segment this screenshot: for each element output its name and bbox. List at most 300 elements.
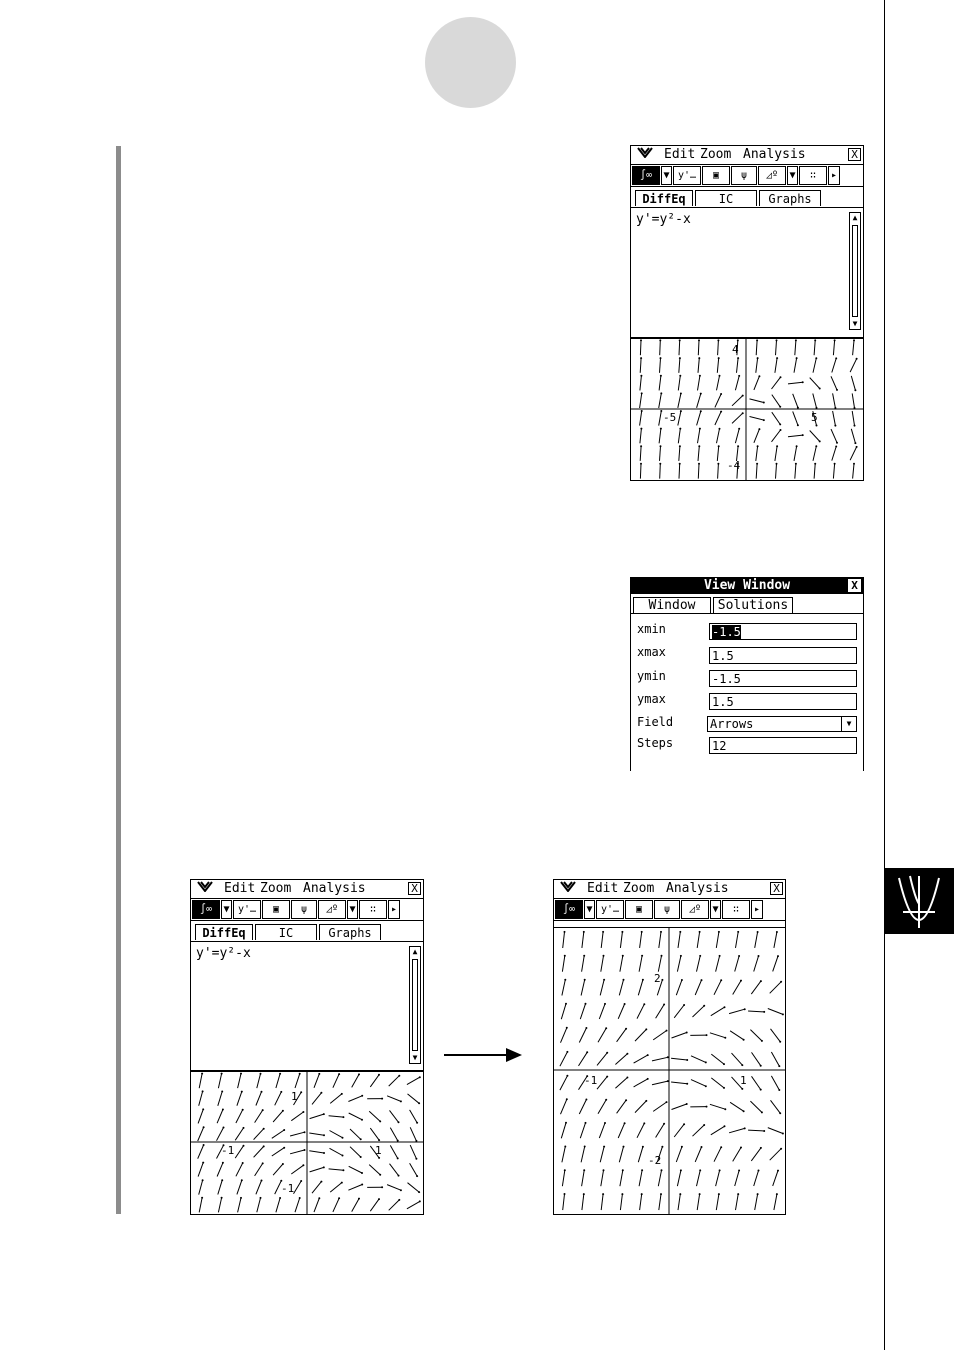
slope-arrow — [852, 411, 854, 426]
arrow-head — [756, 463, 758, 465]
slope-arrow — [717, 446, 718, 461]
slope-arrow — [582, 956, 585, 972]
arrow-head — [699, 375, 701, 377]
menu-bar — [554, 880, 785, 899]
arrow-head — [381, 1098, 383, 1100]
arrow-head — [300, 1091, 302, 1093]
arrow-head — [583, 955, 585, 957]
arrow-head — [777, 1170, 779, 1172]
arrow-head — [320, 1092, 322, 1094]
toolbar-button-6[interactable]: ∷ — [359, 900, 387, 919]
arrow-head — [318, 1197, 320, 1199]
slope-arrow — [581, 1147, 585, 1163]
arrow-head — [416, 1175, 418, 1177]
arrow-head — [606, 1052, 608, 1054]
slope-arrow — [735, 1171, 739, 1187]
arrow-head — [603, 1146, 605, 1148]
arrow-head — [645, 1100, 647, 1102]
arrow-head — [760, 1089, 762, 1091]
arrow-head — [379, 1174, 381, 1176]
toolbar-button-3[interactable]: ▣ — [262, 900, 290, 919]
arrow-head — [776, 931, 778, 933]
field-label: Field — [637, 715, 674, 729]
slope-arrow — [672, 1033, 687, 1039]
arrow-head — [723, 1087, 725, 1089]
toolbar-button-2[interactable]: y'… — [596, 900, 624, 919]
arrow-head — [815, 357, 817, 359]
steps-field[interactable]: 12 — [709, 737, 857, 754]
arrow-head — [776, 1193, 778, 1195]
arrow-head — [282, 1163, 284, 1165]
slope-arrow — [561, 1028, 567, 1043]
arrow-head — [397, 1157, 399, 1159]
dropdown-arrow-icon[interactable]: ▼ — [787, 166, 798, 185]
arrow-head — [663, 1004, 665, 1006]
arrow-head — [342, 1169, 344, 1171]
slope-arrow — [698, 340, 699, 355]
menu-zoom[interactable]: Zoom — [700, 147, 732, 162]
slope-arrow — [408, 1094, 420, 1103]
toolbar-button-4[interactable]: ψ — [291, 900, 317, 919]
menu-v-icon[interactable] — [637, 146, 653, 164]
slope-arrow — [387, 1185, 401, 1191]
slope-arrow — [770, 982, 781, 994]
arrow-head — [719, 428, 721, 430]
scroll-thumb[interactable] — [852, 225, 858, 317]
xmax-field[interactable]: 1.5 — [709, 647, 857, 664]
menu-zoom[interactable]: Zoom — [260, 881, 292, 896]
arrow-head — [703, 1005, 705, 1007]
arrow-head — [566, 1075, 568, 1077]
dropdown-arrow-icon[interactable]: ▼ — [221, 900, 232, 919]
arrow-head — [585, 1122, 587, 1124]
close-button[interactable]: X — [848, 148, 861, 161]
arrow-head — [780, 376, 782, 378]
arrow-head — [564, 1169, 566, 1171]
dialog-title-bar — [631, 578, 863, 594]
slope-arrow — [598, 1028, 606, 1042]
equation-editor[interactable] — [631, 208, 863, 334]
menu-edit[interactable]: Edit — [664, 147, 696, 162]
arrow-head — [761, 1040, 763, 1042]
toolbar-button-1[interactable]: ∫∞ — [192, 900, 220, 919]
arrow-head — [604, 1122, 606, 1124]
axis-label-bottom: -2 — [648, 1154, 662, 1167]
arrow-head — [699, 428, 701, 430]
arrow-head — [795, 463, 797, 465]
tab-diffeq[interactable]: DiffEq — [635, 190, 693, 206]
arrow-head — [304, 1131, 306, 1133]
slope-arrow — [794, 446, 797, 461]
arrow-head — [720, 393, 722, 395]
close-button[interactable]: X — [770, 882, 783, 895]
arrow-head — [626, 1053, 628, 1055]
arrow-head — [564, 1146, 566, 1148]
slope-arrow — [276, 1074, 280, 1088]
slope-arrow — [272, 1148, 284, 1156]
slope-arrow — [620, 1194, 622, 1210]
slope-arrow — [715, 394, 721, 407]
arrow-head — [302, 1164, 304, 1166]
arrow-head — [299, 1073, 301, 1075]
arrow-head — [279, 1197, 281, 1199]
axis-label-left: -1 — [584, 1074, 598, 1087]
arrow-head — [741, 1064, 743, 1066]
slope-arrow — [736, 932, 739, 948]
slope-arrow — [810, 431, 820, 442]
slope-arrow — [563, 932, 565, 948]
arrow-head — [641, 931, 643, 933]
arrow-head — [720, 1146, 722, 1148]
slope-arrow — [697, 956, 701, 972]
equation-editor[interactable] — [191, 942, 423, 1068]
menu-edit[interactable]: Edit — [587, 881, 619, 896]
arrow-head — [802, 381, 804, 383]
toolbar-button-6[interactable]: ∷ — [799, 166, 827, 185]
slope-arrow — [601, 932, 603, 948]
arrow-head — [564, 955, 566, 957]
field-select[interactable] — [707, 716, 857, 732]
chapter-circle — [425, 17, 516, 108]
menu-zoom[interactable]: Zoom — [623, 881, 655, 896]
arrow-head — [261, 1180, 263, 1182]
slope-arrow — [772, 430, 781, 442]
tab-graphs[interactable]: Graphs — [319, 924, 381, 940]
arrow-head — [640, 339, 642, 341]
toolbar-button-3[interactable]: ▣ — [625, 900, 653, 919]
axis-label-bottom: -1 — [281, 1182, 295, 1195]
menu-v-icon[interactable] — [197, 880, 213, 898]
arrow-head — [585, 1099, 587, 1101]
dialog-close-button[interactable]: X — [848, 579, 861, 592]
tab-solutions[interactable]: Solutions — [713, 597, 793, 613]
slope-arrow — [369, 1165, 380, 1175]
slope-arrow — [370, 1075, 379, 1087]
arrow-head — [418, 1102, 420, 1104]
slope-field-graph-2[interactable] — [191, 1070, 423, 1216]
slope-arrow — [853, 464, 854, 479]
arrow-head — [660, 1193, 662, 1195]
toolbar-button-2[interactable]: y'… — [233, 900, 261, 919]
arrow-head — [815, 445, 817, 447]
slope-arrow — [310, 1114, 324, 1119]
toolbar-button-4[interactable]: ψ — [654, 900, 680, 919]
arrow-head — [361, 1172, 363, 1174]
scroll-thumb[interactable] — [412, 959, 418, 1051]
slope-arrow — [730, 1102, 744, 1111]
slope-arrow — [561, 1004, 566, 1020]
slope-field-graph-3[interactable] — [554, 927, 785, 1215]
slope-arrow — [350, 1147, 361, 1157]
arrow-head — [779, 406, 781, 408]
toolbar — [191, 899, 423, 921]
arrow-head — [758, 1170, 760, 1172]
scrollbar[interactable] — [849, 212, 861, 330]
slope-field-graph-1[interactable] — [631, 337, 863, 482]
menu-edit[interactable]: Edit — [224, 881, 256, 896]
slope-arrow — [619, 1147, 623, 1163]
more-button[interactable]: ▸ — [828, 166, 840, 185]
arrow-head — [686, 1032, 688, 1034]
slope-arrow — [198, 1145, 204, 1159]
slope-arrow — [561, 1099, 567, 1114]
arrow-head — [361, 1119, 363, 1121]
toolbar-button-5[interactable]: ◿º — [758, 166, 786, 185]
toolbar — [554, 899, 785, 921]
slope-arrow — [237, 1180, 242, 1194]
arrow-head — [679, 357, 681, 359]
arrow-head — [686, 1083, 688, 1085]
slope-arrow — [754, 1171, 759, 1187]
slope-arrow — [579, 1052, 588, 1066]
chevron-down-icon[interactable]: ▼ — [841, 717, 856, 731]
toolbar-button-5[interactable]: ◿º — [681, 900, 709, 919]
slope-arrow — [312, 1093, 321, 1105]
slope-arrow — [776, 464, 777, 479]
arrow-head — [243, 1127, 245, 1129]
arrow-head — [584, 979, 586, 981]
arrow-head — [705, 1061, 707, 1063]
slope-arrow — [772, 395, 780, 407]
arrow-head — [640, 357, 642, 359]
field-select-value: Arrows — [710, 717, 754, 731]
arrow-head — [566, 1051, 568, 1053]
arrow-head — [679, 445, 681, 447]
slope-arrow — [795, 464, 796, 479]
slope-arrow — [659, 393, 662, 408]
tab-ic[interactable]: IC — [695, 190, 757, 206]
arrow-head — [564, 931, 566, 933]
slope-arrow — [851, 429, 855, 443]
axis-label-bottom: -4 — [727, 459, 741, 472]
toolbar-button-2[interactable]: y'… — [673, 166, 701, 185]
slope-arrow — [697, 394, 701, 408]
slope-arrow — [737, 358, 739, 373]
arrow-head — [240, 1197, 242, 1199]
axis-label-right: 1 — [740, 1074, 747, 1087]
scroll-up-icon[interactable]: ▲ — [412, 947, 418, 956]
dropdown-arrow-icon[interactable]: ▼ — [710, 900, 721, 919]
arrow-head — [624, 1122, 626, 1124]
menu-analysis[interactable]: Analysis — [303, 881, 366, 896]
slope-arrow — [349, 1166, 362, 1173]
scroll-down-icon[interactable]: ▼ — [852, 319, 858, 328]
toolbar-button-3[interactable]: ▣ — [702, 166, 730, 185]
slope-arrow — [755, 932, 758, 948]
arrow-head — [744, 1127, 746, 1129]
slope-arrow — [597, 1053, 607, 1066]
scroll-up-icon[interactable]: ▲ — [852, 213, 858, 222]
slope-arrow — [273, 1111, 283, 1122]
slope-arrow — [660, 340, 661, 355]
arrow-head — [836, 389, 838, 391]
slope-arrow — [199, 1091, 203, 1105]
slope-arrow — [659, 932, 661, 948]
arrow-head — [816, 425, 818, 427]
slope-arrow — [582, 932, 584, 948]
arrow-head — [640, 428, 642, 430]
slope-arrow — [814, 464, 815, 479]
slope-arrow — [732, 396, 743, 406]
tab-bar — [631, 189, 863, 208]
slope-arrow — [634, 1055, 648, 1063]
dropdown-arrow-icon[interactable]: ▼ — [347, 900, 358, 919]
slope-arrow — [697, 1170, 701, 1186]
slope-arrow — [831, 429, 837, 443]
arrow-head — [740, 1147, 742, 1149]
arrow-head — [776, 357, 778, 359]
arrow-head — [641, 392, 643, 394]
tab-graphs[interactable]: Graphs — [759, 190, 821, 206]
arrow-head — [778, 1089, 780, 1091]
slope-arrow — [754, 429, 760, 443]
arrow-head — [679, 463, 681, 465]
toolbar-button-1[interactable]: ∫∞ — [555, 900, 583, 919]
arrow-head — [854, 442, 856, 444]
axis-label-top: 2 — [654, 972, 661, 985]
arrow-head — [698, 445, 700, 447]
arrow-head — [744, 1008, 746, 1010]
slope-arrow — [793, 394, 798, 408]
tab-ic[interactable]: IC — [255, 924, 317, 940]
slope-arrow — [717, 429, 720, 444]
more-button[interactable]: ▸ — [388, 900, 400, 919]
arrow-head — [724, 1037, 726, 1039]
slope-arrow — [330, 1148, 343, 1155]
slope-arrow — [717, 358, 718, 373]
slope-arrow — [352, 1074, 359, 1087]
arrow-head — [699, 1193, 701, 1195]
slope-arrow — [615, 1054, 627, 1065]
arrow-head — [777, 955, 779, 957]
menu-analysis[interactable]: Analysis — [666, 881, 729, 896]
slope-arrow — [634, 1079, 648, 1087]
slope-arrow — [691, 1080, 706, 1087]
arrow-head — [586, 1051, 588, 1053]
slope-arrow — [349, 1113, 362, 1120]
slope-arrow — [581, 980, 585, 996]
axis-label-left: -5 — [663, 411, 677, 424]
slope-arrow — [732, 1053, 743, 1065]
arrow-head — [763, 1011, 765, 1013]
slope-arrow — [580, 1004, 585, 1019]
toolbar-button-1[interactable]: ∫∞ — [632, 166, 660, 185]
arrow-head — [706, 1034, 708, 1036]
arrow-head — [742, 412, 744, 414]
slope-arrow — [579, 1100, 586, 1115]
arrow-head — [602, 1193, 604, 1195]
arrow-head — [583, 1193, 585, 1195]
slope-arrow — [560, 1052, 568, 1066]
arrow-head — [419, 1200, 421, 1202]
toolbar-button-4[interactable]: ψ — [731, 166, 757, 185]
slope-arrow — [350, 1129, 361, 1139]
slope-arrow — [773, 956, 778, 971]
arrow-head — [640, 445, 642, 447]
slope-arrow — [217, 1128, 224, 1141]
slope-arrow — [218, 1180, 222, 1194]
arrow-head — [660, 392, 662, 394]
more-button[interactable]: ▸ — [751, 900, 763, 919]
slope-arrow — [218, 1092, 222, 1106]
arrow-head — [604, 1003, 606, 1005]
arrow-head — [203, 1144, 205, 1146]
arrow-head — [679, 428, 681, 430]
dropdown-arrow-icon[interactable]: ▼ — [661, 166, 672, 185]
slope-arrow — [679, 446, 680, 461]
arrow-head — [603, 955, 605, 957]
slope-arrow — [851, 376, 855, 390]
scrollbar[interactable] — [409, 946, 421, 1064]
arrow-head — [779, 1112, 781, 1114]
slope-arrow — [718, 340, 719, 355]
slope-arrow — [733, 981, 741, 995]
slope-arrow — [714, 980, 721, 995]
arrow-head — [680, 955, 682, 957]
arrow-head — [756, 339, 758, 341]
slope-arrow — [678, 376, 680, 391]
arrow-head — [583, 1169, 585, 1171]
arrow-head — [415, 1140, 417, 1142]
menu-analysis[interactable]: Analysis — [743, 147, 806, 162]
arrow-head — [718, 1193, 720, 1195]
slope-arrow — [582, 1170, 585, 1186]
slope-arrow — [600, 980, 604, 996]
arrow-head — [300, 1180, 302, 1182]
arrow-head — [624, 1003, 626, 1005]
slope-arrow — [640, 446, 641, 461]
slope-arrow — [677, 956, 681, 972]
menu-v-icon[interactable] — [560, 880, 576, 898]
slope-arrow — [389, 1200, 400, 1210]
xmin-field[interactable]: -1.5 — [709, 623, 857, 640]
arrow-head — [660, 357, 662, 359]
slope-arrow — [695, 1147, 701, 1162]
ymin-field[interactable]: -1.5 — [709, 670, 857, 687]
slope-arrow — [754, 956, 759, 972]
scroll-down-icon[interactable]: ▼ — [412, 1053, 418, 1062]
arrow-head — [666, 1101, 668, 1103]
close-button[interactable]: X — [408, 882, 421, 895]
arrow-head — [323, 1134, 325, 1136]
slope-arrow — [711, 1078, 724, 1088]
arrow-head — [719, 955, 721, 957]
arrow-head — [641, 410, 643, 412]
arrow-head — [222, 1162, 224, 1164]
tab-diffeq[interactable]: DiffEq — [195, 924, 253, 940]
slope-arrow — [640, 340, 641, 355]
toolbar-button-5[interactable]: ◿º — [318, 900, 346, 919]
slope-arrow — [312, 1182, 321, 1194]
tab-window[interactable]: Window — [633, 597, 711, 613]
slope-arrow — [832, 358, 836, 372]
dropdown-arrow-icon[interactable]: ▼ — [584, 900, 595, 919]
slope-arrow — [619, 980, 623, 996]
slope-arrow — [199, 1074, 202, 1089]
arrow-head — [683, 1004, 685, 1006]
arrow-head — [661, 979, 663, 981]
ymax-field[interactable]: 1.5 — [709, 693, 857, 710]
slope-arrow — [560, 1076, 568, 1090]
arrow-head — [718, 445, 720, 447]
arrow-head — [221, 1091, 223, 1093]
arrow-head — [641, 1169, 643, 1171]
arrow-head — [737, 1193, 739, 1195]
arrow-head — [623, 1146, 625, 1148]
arrow-head — [320, 1181, 322, 1183]
menu-bar — [631, 146, 863, 165]
toolbar-button-6[interactable]: ∷ — [722, 900, 750, 919]
